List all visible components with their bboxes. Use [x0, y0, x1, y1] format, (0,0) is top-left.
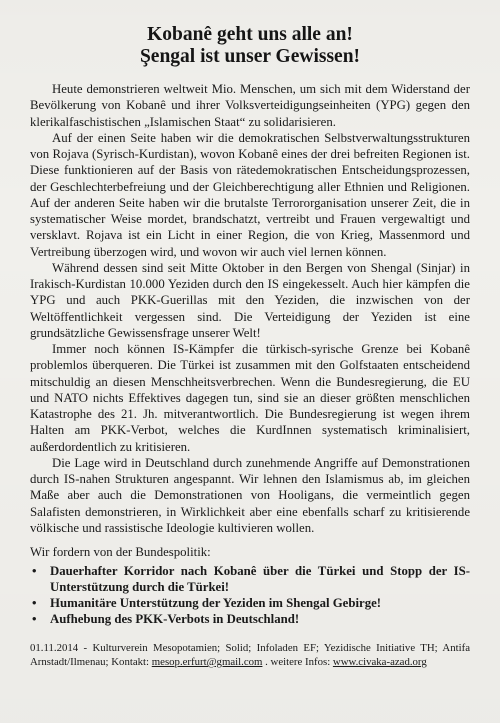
demand-text: Aufhebung des PKK-Verbots in Deutschland! — [50, 612, 300, 626]
paragraph-2: Auf der einen Seite haben wir die demokratischen Selbstverwaltungsstrukturen von Rojava (Syrisch-Kurdistan), wovon Kobanê eines der drei befreiten Regionen ist. Diese funktionieren auf der Basis von rätedemokratischen Entscheidungsprozessen, der Geschlechterbefreiung und der Gleichberechtigung aller Ethnien und Religionen. Auf der anderen Seite haben wir die brutalste Terrororganisation unserer Zeit, die in systematischer Weise mordet, brandschatzt, vertreibt und Frauen vergewaltigt und versklavt. Rojava ist ein Licht in einer Region, die von Krieg, Massenmord und Vertreibung überzogen wird, und wovon wir auch viel lernen können. — [30, 130, 470, 259]
demand-item — [30, 611, 470, 627]
flyer-footer — [30, 641, 470, 669]
flyer-body — [30, 81, 470, 536]
demands-intro: Wir fordern von der Bundespolitik: — [30, 545, 211, 559]
footer-text: 01.11.2014 - Kulturverein Mesopotamien; Solid; Infoladen EF; Yezidische Initiative TH; Antifa Arnstadt/Ilmenau; Kontakt: — [30, 642, 470, 668]
paragraph-5: Die Lage wird in Deutschland durch zunehmende Angriffe auf Demonstrationen durch IS-nahen Strukturen angespannt. Wir lehnen den Islamismus ab, im gleichen Maße aber auch die Demonstrationen von Hooligans, die vermeintlich gegen Salafisten demonstrieren, in Wirklichkeit aber eine ebenfalls scharf zu kritisierende völkische und rassistische Ideologie kultivieren wollen. — [30, 455, 470, 535]
title-line-2: Şengal ist unser Gewissen! — [139, 46, 361, 67]
website-link[interactable]: www.civaka-azad.org — [332, 656, 427, 668]
demand-item — [30, 595, 470, 611]
demand-text: Humanitäre Unterstützung der Yeziden im Shengal Gebirge! — [50, 596, 382, 610]
flyer-title — [30, 24, 470, 68]
demand-item — [30, 563, 470, 595]
bullet-icon: • — [32, 612, 37, 626]
footer-middle: . weitere Infos: — [262, 656, 333, 668]
bullet-icon: • — [32, 596, 37, 610]
title-line-1: Kobanê geht uns alle an! — [147, 24, 353, 45]
demands-list — [30, 563, 470, 627]
bullet-icon: • — [32, 564, 37, 578]
paragraph-4: Immer noch können IS-Kämpfer die türkisch-syrische Grenze bei Kobanê problemlos überqueren. Die Türkei ist zusammen mit den Golfstaaten entscheidend mitschuldig an diesen Menschheitsverbrechen. Wenn die Bundesregierung, die EU und NATO nichts Effektives dagegen tun, sind sie an dieser größten menschlichen Katastrophe des 21. Jh. mitverantwortlich. Die Bundesregierung ist wegen ihrem Halten am PKK-Verbot, welches die KurdInnen systematisch kriminalisiert, außerdordentlich zu kritisieren. — [30, 342, 470, 454]
contact-email-link[interactable]: mesop.erfurt@gmail.com — [151, 656, 263, 668]
demand-text: Dauerhafter Korridor nach Kobanê über die Türkei und Stopp der IS-Unterstützung durch die Türkei! — [50, 564, 470, 594]
paragraph-1: Heute demonstrieren weltweit Mio. Menschen, um sich mit dem Widerstand der Bevölkerung von Kobanê und ihrer Volksverteidigungseinheiten (YPG) gegen den klerikalfaschistischen „Islamischen Staat“ zu solidarisieren. — [30, 82, 470, 129]
paragraph-3: Während dessen sind seit Mitte Oktober in den Bergen von Shengal (Sinjar) in Irakisch-Kurdistan 10.000 Yeziden durch den IS eingekesselt. Auch hier kämpfen die YPG und auch PKK-Guerillas mit den Yeziden, die inzwischen von der Weltöffentlichkeit vergessen sind. Die Verteidigung der Yeziden ist eine grundsätzliche Gewissensfrage unserer Welt! — [30, 260, 470, 340]
